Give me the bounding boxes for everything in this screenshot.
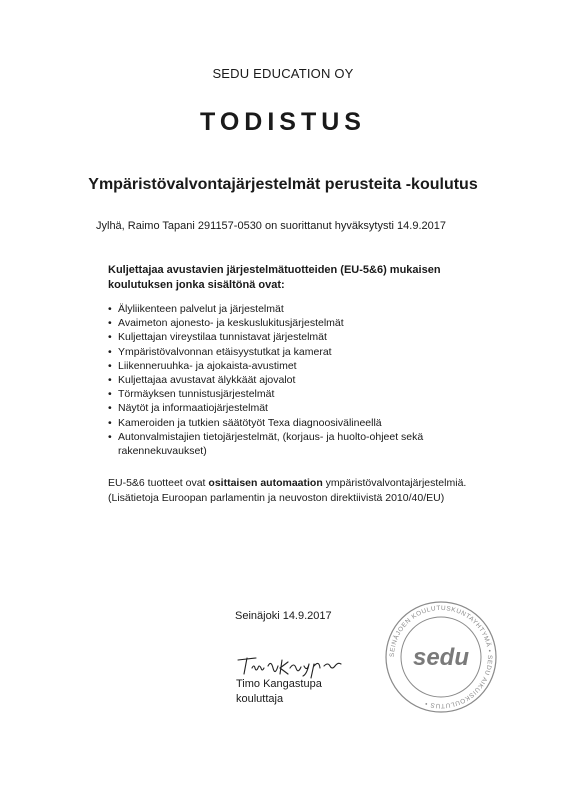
place-and-date: Seinäjoki 14.9.2017 — [235, 610, 332, 622]
content-intro-line-2: koulutuksen jonka sisältönä ovat: — [108, 279, 285, 291]
summary-paragraph — [108, 476, 508, 505]
official-stamp — [382, 598, 500, 716]
stamp-ring-text: SEINÄJOEN KOULUTUSKUNTAYHTYMÄ • SEDU AIKUISKOULUTUS • — [388, 604, 494, 710]
summary-text-start: EU-5&6 tuotteet ovat — [108, 477, 209, 489]
list-item: • Älyliikenteen palvelut ja järjestelmät — [108, 302, 488, 316]
content-intro-line-1: Kuljettajaa avustavien järjestelmätuotteiden (EU-5&6) mukaisen — [108, 264, 441, 276]
list-item: • Liikenneruuhka- ja ajokaista-avustimet — [108, 359, 488, 373]
summary-text-end: ympäristövalvontajärjestelmiä. — [322, 477, 467, 489]
document-title: TODISTUS — [200, 108, 366, 136]
organization-name: SEDU EDUCATION OY — [212, 66, 354, 81]
summary-line-2: (Lisätietoja Euroopan parlamentin ja neuvoston direktiivistä 2010/40/EU) — [108, 491, 445, 504]
summary-line-1 — [108, 476, 508, 491]
content-list — [108, 302, 488, 458]
signer-role: kouluttaja — [236, 693, 284, 705]
stamp-logo: sedu — [412, 644, 470, 671]
list-item: • Kuljettajan vireystilaa tunnistavat järjestelmät — [108, 330, 488, 344]
list-item: • Kuljettajaa avustavat älykkäät ajovalot — [108, 373, 488, 387]
content-intro — [108, 263, 528, 293]
list-item: • Autonvalmistajien tietojärjestelmät, (korjaus- ja huolto-ohjeet sekä rakennekuvaukset) — [108, 430, 488, 458]
completion-statement: Jylhä, Raimo Tapani 291157-0530 on suorittanut hyväksytysti 14.9.2017 — [96, 220, 446, 232]
course-name: Ympäristövalvontajärjestelmät perusteita -koulutus — [88, 176, 478, 193]
list-item: • Törmäyksen tunnistusjärjestelmät — [108, 387, 488, 401]
list-item: • Kameroiden ja tutkien säätötyöt Texa diagnoosivälineellä — [108, 416, 488, 430]
list-item: • Avaimeton ajonesto- ja keskuslukitusjärjestelmät — [108, 316, 488, 330]
summary-emphasis: osittaisen automaation — [208, 477, 323, 489]
list-item: • Ympäristövalvonnan etäisyystutkat ja kamerat — [108, 345, 488, 359]
list-item: • Näytöt ja informaatiojärjestelmät — [108, 401, 488, 415]
handwritten-signature — [234, 652, 344, 680]
signer-name: Timo Kangastupa — [236, 678, 322, 690]
